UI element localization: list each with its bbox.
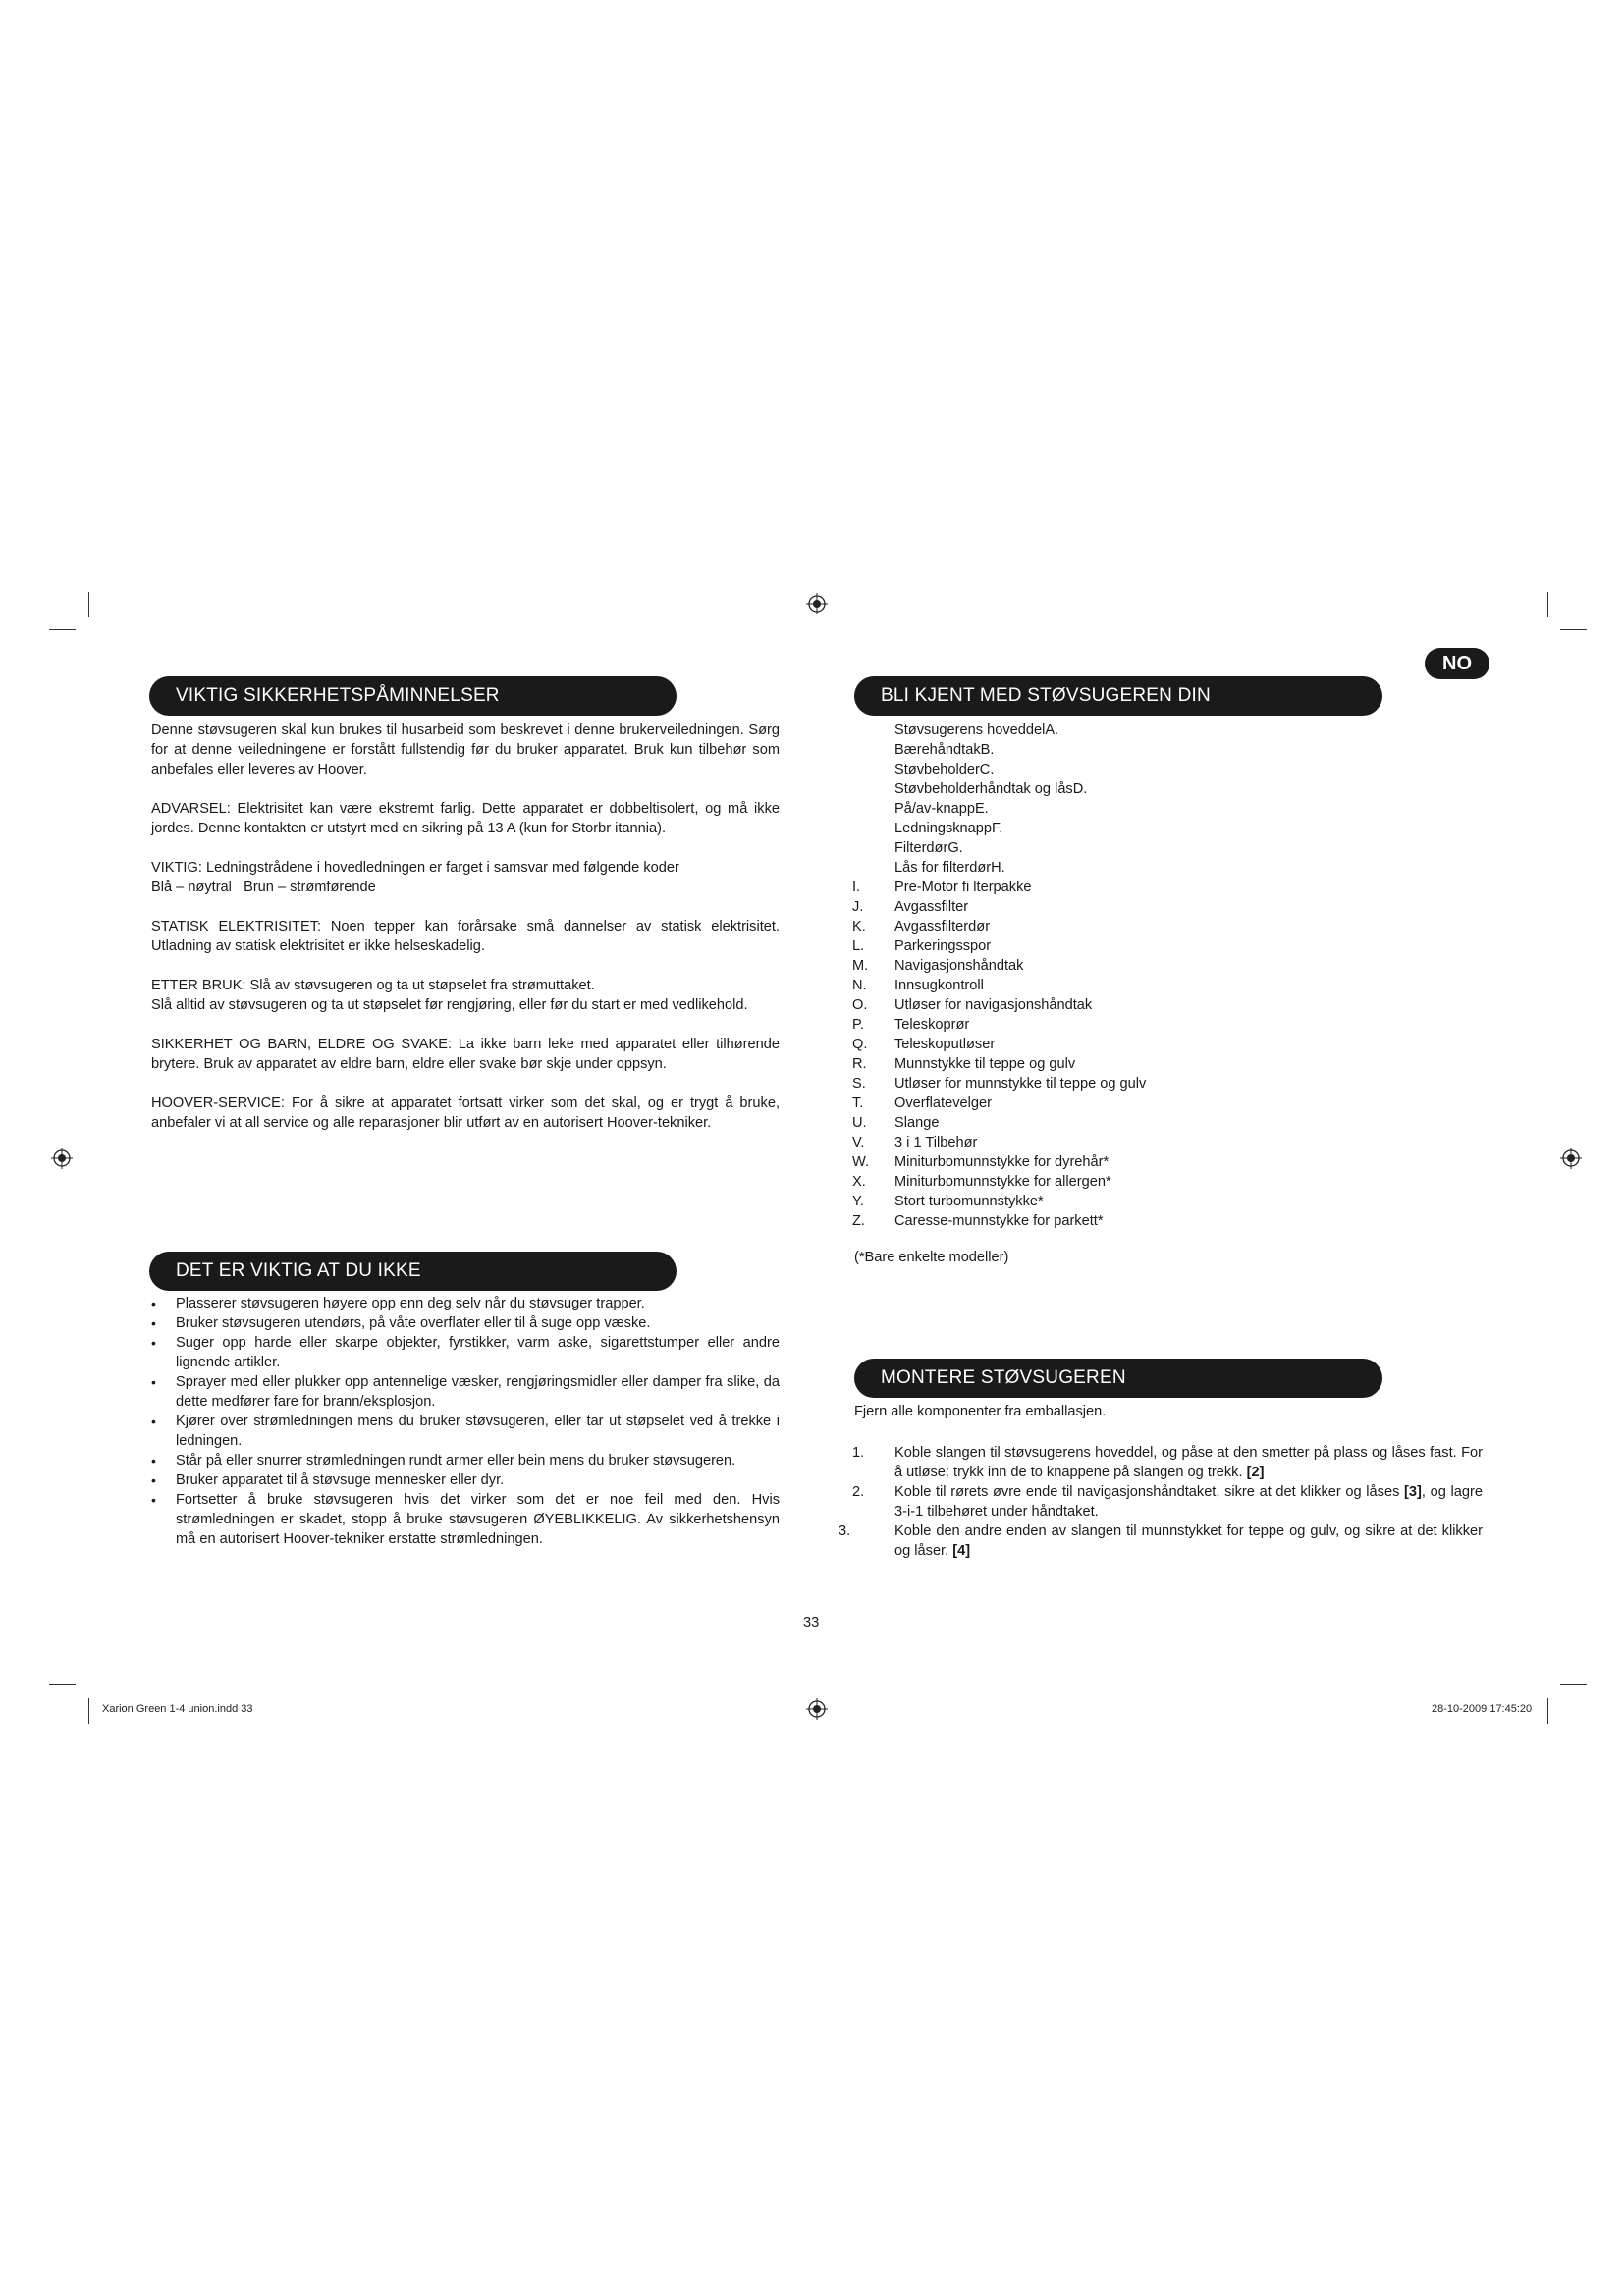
dont-list xyxy=(149,1294,780,1549)
crop-mark xyxy=(49,629,76,630)
bullet-icon: • xyxy=(151,1414,156,1429)
page-number: 33 xyxy=(803,1615,820,1630)
bullet-icon: • xyxy=(151,1296,156,1311)
assembly-intro: Fjern alle komponenter fra emballasjen. xyxy=(854,1404,1107,1419)
list-item: L. Parkeringsspor xyxy=(852,938,992,954)
registration-mark-icon xyxy=(1560,1148,1582,1169)
registration-mark-icon xyxy=(806,1698,828,1720)
assembly-steps xyxy=(839,1443,1483,1561)
figure-reference: [3] xyxy=(1404,1484,1422,1500)
list-item: J. Avgassfilter xyxy=(852,899,969,915)
parts-footnote: (*Bare enkelte modeller) xyxy=(854,1250,1009,1265)
bullet-icon: • xyxy=(151,1492,156,1508)
crop-mark xyxy=(1547,1698,1548,1724)
list-item: LedningsknappF. xyxy=(894,821,1003,836)
list-item: V. 3 i 1 Tilbehør xyxy=(852,1135,978,1150)
safety-section-header: VIKTIG SIKKERHETSPÅMINNELSER xyxy=(149,676,677,716)
list-item: • Kjører over strømledningen mens du bruker støvsugeren, eller tar ut støpselet ved å trekke i ledningen. xyxy=(151,1414,780,1449)
safety-service-paragraph: HOOVER-SERVICE: For å sikre at apparatet fortsatt virker som det skal, og er trygt å bruke, anbefaler vi at all service og alle reparasjoner blir utført av en autorisert Hoover-tekniker. xyxy=(151,1095,780,1131)
assembly-section-header: MONTERE STØVSUGEREN xyxy=(854,1359,1382,1398)
safety-warning-paragraph: ADVARSEL: Elektrisitet kan være ekstremt farlig. Dette apparatet er dobbeltisolert, og må ikke jordes. Denne kontakten er utstyrt med en sikring på 13 A (kun for Storbr itannia). xyxy=(151,801,780,836)
list-item: • Står på eller snurrer strømledningen rundt armer eller bein mens du bruker støvsugeren. xyxy=(151,1453,736,1468)
parts-list xyxy=(852,721,1481,1231)
language-badge: NO xyxy=(1425,648,1489,679)
bullet-icon: • xyxy=(151,1472,156,1488)
figure-reference: [2] xyxy=(1246,1465,1265,1480)
list-item: N. Innsugkontroll xyxy=(852,978,984,993)
list-item: 2. Koble til rørets øvre ende til navigasjonshåndtaket, sikre at det klikker og låses [3], og lagre 3-i-1 tilbehøret under håndtaket. xyxy=(852,1484,1483,1520)
list-item: StøvbeholderC. xyxy=(894,762,995,777)
registration-mark-icon xyxy=(806,593,828,614)
bullet-icon: • xyxy=(151,1335,156,1351)
list-item: K. Avgassfilterdør xyxy=(852,919,991,934)
list-item: • Fortsetter å bruke støvsugeren hvis det virker som det er noe feil med den. Hvis strømledningen er skadet, stopp å bruke støvsugeren ØYEBLIKKELIG. Av sikkerhetshensyn må en autorisert Hoover-tekniker erstatte strømledningen. xyxy=(151,1492,780,1547)
registration-mark-icon xyxy=(51,1148,73,1169)
crop-mark xyxy=(1560,1684,1587,1685)
list-item: Z. Caresse-munnstykke for parkett* xyxy=(852,1213,1104,1229)
bullet-icon: • xyxy=(151,1315,156,1331)
list-item: O. Utløser for navigasjonshåndtak xyxy=(852,997,1093,1013)
footer-timestamp: 28-10-2009 17:45:20 xyxy=(1432,1703,1533,1715)
list-item: X. Miniturbomunnstykke for allergen* xyxy=(852,1174,1111,1190)
crop-mark xyxy=(1560,629,1587,630)
list-item: • Bruker apparatet til å støvsuge mennesker eller dyr. xyxy=(151,1472,505,1488)
bullet-icon: • xyxy=(151,1453,156,1468)
safety-children-paragraph: SIKKERHET OG BARN, ELDRE OG SVAKE: La ikke barn leke med apparatet eller tilhørende brytere. Bruk av apparatet av eldre barn, eldre eller svake bør skje under oppsyn. xyxy=(151,1037,780,1072)
crop-mark xyxy=(1547,592,1548,617)
list-item: Y. Stort turbomunnstykke* xyxy=(852,1194,1044,1209)
dont-section-header: DET ER VIKTIG AT DU IKKE xyxy=(149,1252,677,1291)
figure-reference: [4] xyxy=(952,1543,971,1559)
list-item: • Sprayer med eller plukker opp antennelige væsker, rengjøringsmidler eller damper fra slike, da dette medfører fare for brann/eksplosjon. xyxy=(151,1374,780,1410)
bullet-icon: • xyxy=(151,1374,156,1390)
list-item: • Plasserer støvsugeren høyere opp enn deg selv når du støvsuger trapper. xyxy=(151,1296,645,1311)
list-item: P. Teleskoprør xyxy=(852,1017,970,1033)
list-item: 3. Koble den andre enden av slangen til munnstykket for teppe og gulv, og sikre at det klikker og låser. [4] xyxy=(839,1523,1483,1559)
safety-after-use-paragraph: ETTER BRUK: Slå av støvsugeren og ta ut støpselet fra strømuttaket. Slå alltid av støvsugeren og ta ut støpselet før rengjøring, eller før du start er med vedlikehold. xyxy=(151,978,748,1013)
list-item: W. Miniturbomunnstykke for dyrehår* xyxy=(852,1154,1110,1170)
parts-section-header: BLI KJENT MED STØVSUGEREN DIN xyxy=(854,676,1382,716)
safety-intro-paragraph: Denne støvsugeren skal kun brukes til husarbeid som beskrevet i denne brukerveiledningen. Sørg for at denne veiledningene er forstått fullstendig før du bruker apparatet. Bruk kun tilbehør som anbefales eller leveres av Hoover. xyxy=(151,722,780,777)
crop-mark xyxy=(88,1698,89,1724)
crop-mark xyxy=(49,1684,76,1685)
safety-static-paragraph: STATISK ELEKTRISITET: Noen tepper kan forårsake små dannelser av statisk elektrisitet. Utladning av statisk elektrisitet er ikke helseskadelig. xyxy=(151,919,780,954)
list-item: Støvbeholderhåndtak og låsD. xyxy=(894,781,1088,797)
list-item: S. Utløser for munnstykke til teppe og gulv xyxy=(852,1076,1147,1092)
list-item: M. Navigasjonshåndtak xyxy=(852,958,1024,974)
list-item: T. Overflatevelger xyxy=(852,1095,992,1111)
list-item: Lås for filterdørH. xyxy=(894,860,1005,876)
list-item: • Suger opp harde eller skarpe objekter, fyrstikker, varm aske, sigarettstumper eller andre lignende artikler. xyxy=(151,1335,780,1370)
footer-file-name: Xarion Green 1-4 union.indd 33 xyxy=(102,1703,253,1715)
crop-mark xyxy=(88,592,89,617)
list-item: FilterdørG. xyxy=(894,840,963,856)
list-item: Støvsugerens hoveddelA. xyxy=(894,722,1059,738)
list-item: I. Pre-Motor fi lterpakke xyxy=(852,880,1032,895)
list-item: 1. Koble slangen til støvsugerens hoveddel, og påse at den smetter på plass og låses fast. For å utløse: trykk inn de to knappene på slangen og trekk. [2] xyxy=(852,1445,1483,1480)
list-item: U. Slange xyxy=(852,1115,940,1131)
list-item: BærehåndtakB. xyxy=(894,742,995,758)
safety-important-paragraph: VIKTIG: Ledningstrådene i hovedledningen er farget i samsvar med følgende koder Blå – nøytral Brun – strømførende xyxy=(151,860,679,895)
list-item: R. Munnstykke til teppe og gulv xyxy=(852,1056,1076,1072)
list-item: Q. Teleskoputløser xyxy=(852,1037,996,1052)
list-item: • Bruker støvsugeren utendørs, på våte overflater eller til å suge opp væske. xyxy=(151,1315,651,1331)
list-item: På/av-knappE. xyxy=(894,801,989,817)
